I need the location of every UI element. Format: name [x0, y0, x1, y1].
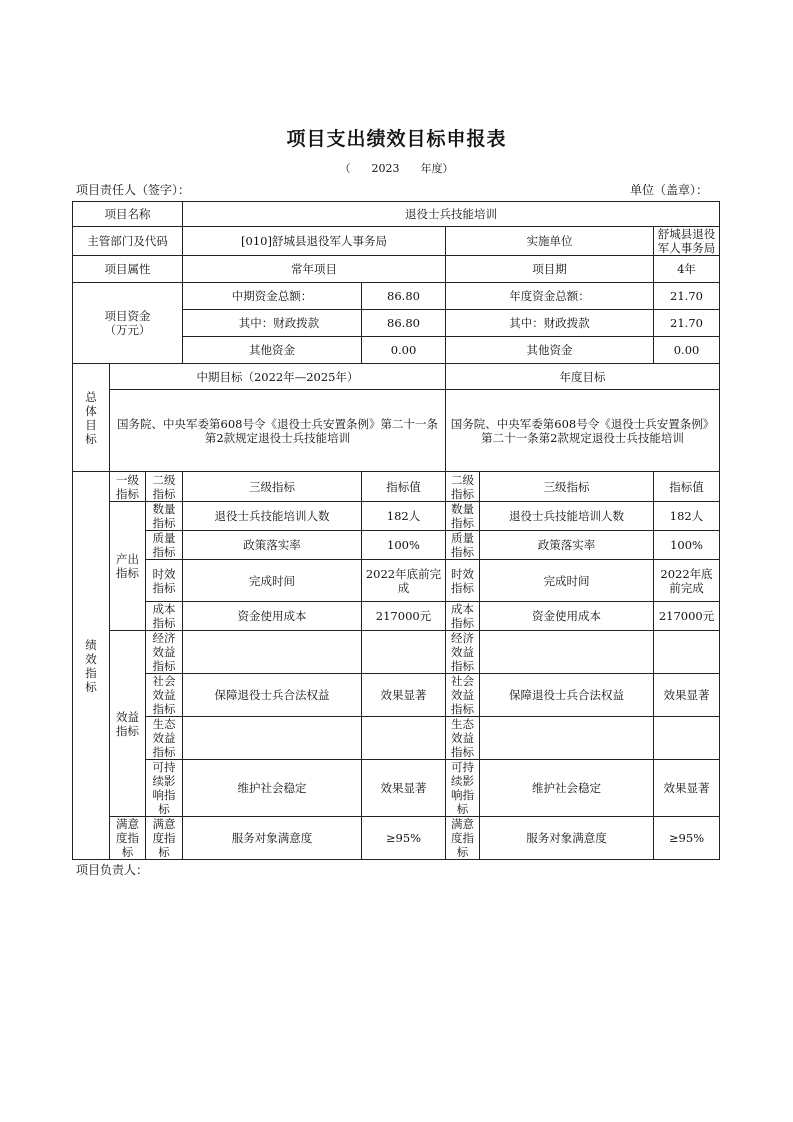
l3-mid: 维护社会稳定: [183, 760, 362, 817]
h-level2-annual: 二级指标: [446, 472, 480, 502]
page-title: 项目支出绩效目标申报表: [286, 128, 507, 150]
table-row: [73, 602, 720, 631]
value-annual: 182人: [654, 502, 720, 531]
mid-fiscal-value: 86.80: [362, 310, 446, 337]
l3-mid: 保障退役士兵合法权益: [183, 674, 362, 717]
l2-mid: 经济效益指标: [146, 631, 183, 674]
l3-annual: 服务对象满意度: [480, 817, 654, 860]
row-project-name: [73, 202, 720, 227]
performance-table: [72, 201, 720, 860]
table-row: [73, 674, 720, 717]
l2-mid: 社会效益指标: [146, 674, 183, 717]
l3-mid: [183, 631, 362, 674]
goals-label-text: 总体目标: [85, 389, 97, 446]
h-value-annual: 指标值: [654, 472, 720, 502]
row-attr: [73, 256, 720, 283]
funds-label-line2: （万元）: [104, 323, 151, 337]
l2-mid: 数量指标: [146, 502, 183, 531]
value-annual: ≥95%: [654, 817, 720, 860]
impl-label: 实施单位: [446, 227, 654, 256]
mid-total-label: 中期资金总额：: [183, 283, 362, 310]
l2-annual: 经济效益指标: [446, 631, 480, 674]
h-level3-annual: 三级指标: [480, 472, 654, 502]
dept-label: 主管部门及代码: [73, 227, 183, 256]
mid-fiscal-label: 其中：财政拨款: [183, 310, 362, 337]
unit-label: 单位（盖章）：: [629, 183, 708, 197]
value-annual: 效果显著: [654, 674, 720, 717]
l3-annual: 完成时间: [480, 560, 654, 602]
value-mid: 182人: [362, 502, 446, 531]
l3-annual: 维护社会稳定: [480, 760, 654, 817]
l3-annual: 资金使用成本: [480, 602, 654, 631]
table-row: [73, 631, 720, 674]
period-label: 项目期: [446, 256, 654, 283]
l3-annual: 退役士兵技能培训人数: [480, 502, 654, 531]
l2-annual: 时效指标: [446, 560, 480, 602]
period-value: 4年: [654, 256, 720, 283]
attr-label: 项目属性: [73, 256, 183, 283]
mid-other-value: 0.00: [362, 337, 446, 364]
annual-other-value: 0.00: [654, 337, 720, 364]
value-annual: 2022年底前完成: [654, 560, 720, 602]
l3-mid: [183, 717, 362, 760]
project-name-label: 项目名称: [73, 202, 183, 227]
project-name-value: 退役士兵技能培训: [183, 202, 720, 227]
h-level1: 一级指标: [110, 472, 146, 502]
goals-mid-header: 中期目标（2022年—2025年）: [110, 364, 446, 390]
row-dept: [73, 227, 720, 256]
table-row: [73, 817, 720, 860]
l3-annual: [480, 631, 654, 674]
funds-label-line1: 项目资金: [104, 309, 151, 323]
funds-label: [73, 283, 183, 364]
attr-value: 常年项目: [183, 256, 446, 283]
l2-annual: 满意度指标: [446, 817, 480, 860]
l2-mid: 可持续影响指标: [146, 760, 183, 817]
h-level2-mid: 二级指标: [146, 472, 183, 502]
l2-annual: 质量指标: [446, 531, 480, 560]
mid-other-label: 其他资金: [183, 337, 362, 364]
goals-annual-text: 国务院、中央军委第608号令《退役士兵安置条例》第二十一条第2款规定退役士兵技能培训: [446, 390, 720, 472]
output-label-text: 产出指标: [116, 552, 139, 580]
row-funds-total: [73, 283, 720, 310]
year-line: [0, 160, 793, 176]
value-annual: 效果显著: [654, 760, 720, 817]
goals-annual-header: 年度目标: [446, 364, 720, 390]
value-annual: [654, 717, 720, 760]
goals-label: [73, 364, 110, 472]
l2-mid: 满意度指标: [146, 817, 183, 860]
l2-annual: 生态效益指标: [446, 717, 480, 760]
dept-value: [010]舒城县退役军人事务局: [183, 227, 446, 256]
l3-mid: 服务对象满意度: [183, 817, 362, 860]
row-perf-header: [73, 472, 720, 502]
year-close: 年度）: [420, 162, 454, 175]
benefit-label-text: 效益指标: [116, 709, 139, 738]
annual-other-label: 其他资金: [446, 337, 654, 364]
l2-annual: 成本指标: [446, 602, 480, 631]
value-mid: 100%: [362, 531, 446, 560]
value-mid: 效果显著: [362, 760, 446, 817]
perf-label-text: 绩效指标: [85, 637, 97, 694]
table-row: [73, 531, 720, 560]
perf-label: [73, 472, 110, 860]
value-mid: ≥95%: [362, 817, 446, 860]
l2-mid: 成本指标: [146, 602, 183, 631]
annual-total-value: 21.70: [654, 283, 720, 310]
annual-fiscal-label: 其中：财政拨款: [446, 310, 654, 337]
l2-mid: 时效指标: [146, 560, 183, 602]
l3-annual: 政策落实率: [480, 531, 654, 560]
value-annual: 217000元: [654, 602, 720, 631]
l2-annual: 可持续影响指标: [446, 760, 480, 817]
h-value-mid: 指标值: [362, 472, 446, 502]
value-mid: 效果显著: [362, 674, 446, 717]
table-row: [73, 502, 720, 531]
annual-fiscal-value: 21.70: [654, 310, 720, 337]
responsible-label: 项目责任人（签字）：: [76, 183, 191, 197]
l3-mid: 资金使用成本: [183, 602, 362, 631]
impl-value: 舒城县退役军人事务局: [654, 227, 720, 256]
value-mid: [362, 631, 446, 674]
l3-mid: 完成时间: [183, 560, 362, 602]
mid-total-value: 86.80: [362, 283, 446, 310]
l3-annual: 保障退役士兵合法权益: [480, 674, 654, 717]
satisfaction-label: 满意度指标: [110, 817, 146, 860]
leader-label: 项目负责人：: [76, 863, 149, 877]
value-mid: 2022年底前完成: [362, 560, 446, 602]
value-annual: [654, 631, 720, 674]
l2-annual: 社会效益指标: [446, 674, 480, 717]
benefit-label: [110, 631, 146, 817]
value-mid: 217000元: [362, 602, 446, 631]
l3-annual: [480, 717, 654, 760]
table-row: [73, 760, 720, 817]
goals-mid-text: 国务院、中央军委第608号令《退役士兵安置条例》第二十一条第2款规定退役士兵技能培训: [110, 390, 446, 472]
table-row: [73, 560, 720, 602]
table-row: [73, 717, 720, 760]
l3-mid: 政策落实率: [183, 531, 362, 560]
annual-total-label: 年度资金总额：: [446, 283, 654, 310]
l3-mid: 退役士兵技能培训人数: [183, 502, 362, 531]
row-goals-text: [73, 390, 720, 472]
value-annual: 100%: [654, 531, 720, 560]
l2-mid: 生态效益指标: [146, 717, 183, 760]
l2-annual: 数量指标: [446, 502, 480, 531]
year-value: 2023: [371, 162, 400, 175]
h-level3-mid: 三级指标: [183, 472, 362, 502]
year-open: （: [339, 162, 351, 175]
l2-mid: 质量指标: [146, 531, 183, 560]
value-mid: [362, 717, 446, 760]
row-goals-header: [73, 364, 720, 390]
output-label: [110, 502, 146, 631]
